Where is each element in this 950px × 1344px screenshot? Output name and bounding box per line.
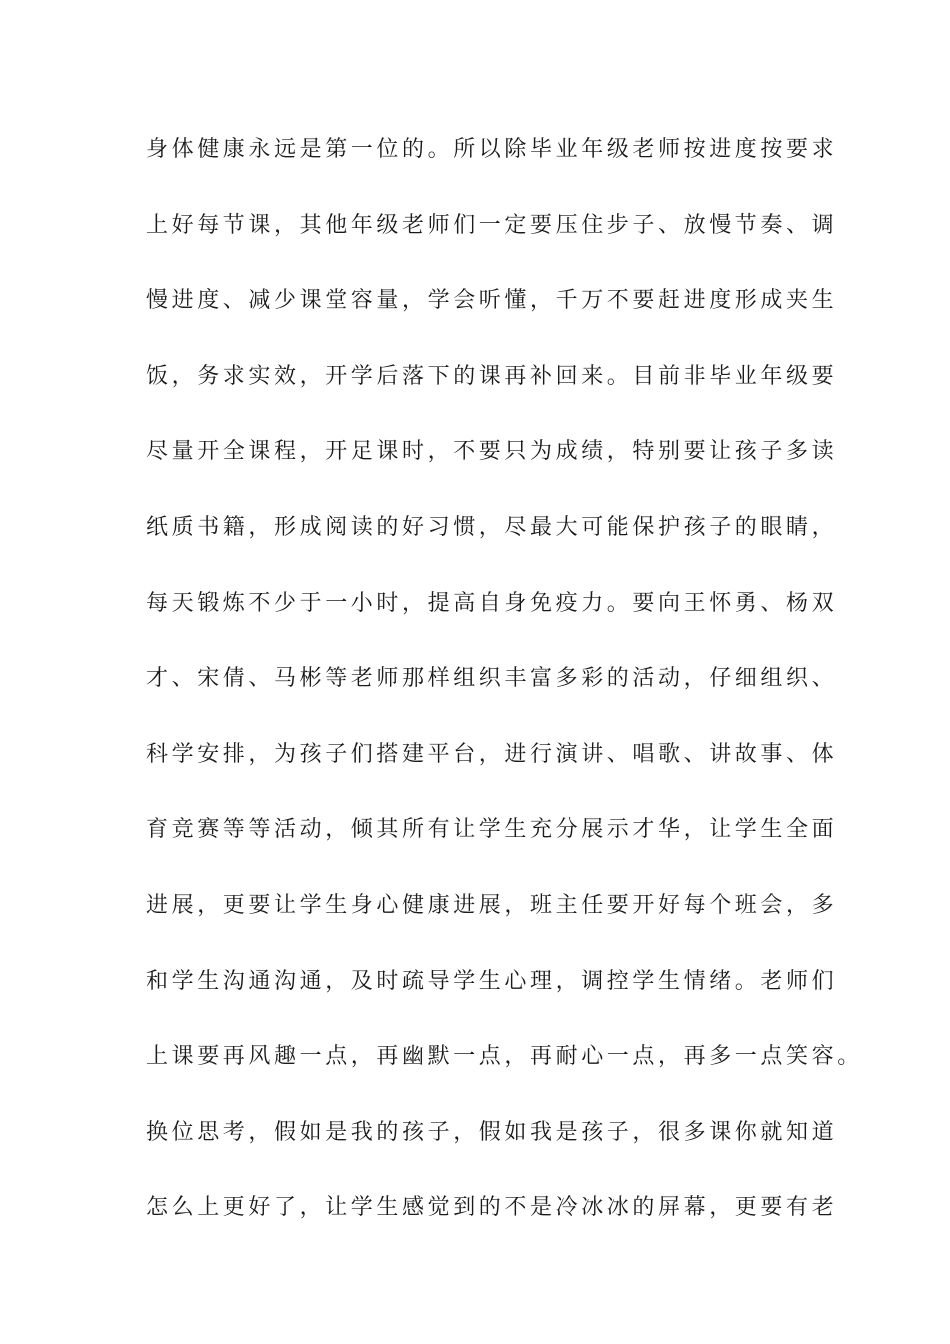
text-line: 上课要再风趣一点，再幽默一点，再耐心一点，再多一点笑容。: [146, 1044, 863, 1070]
text-line: 和学生沟通沟通，及时疏导学生心理，调控学生情绪。老师们: [146, 968, 838, 994]
text-line: 科学安排，为孩子们搭建平台，进行演讲、唱歌、讲故事、体: [146, 741, 838, 767]
text-line: 进展，更要让学生身心健康进展，班主任要开好每个班会，多: [146, 892, 838, 918]
text-line: 慢进度、减少课堂容量，学会听懂，千万不要赶进度形成夹生: [146, 288, 838, 314]
text-line: 每天锻炼不少于一小时，提高自身免疫力。要向王怀勇、杨双: [146, 590, 838, 616]
text-line: 换位思考，假如是我的孩子，假如我是孩子，很多课你就知道: [146, 1119, 838, 1145]
text-line: 身体健康永远是第一位的。所以除毕业年级老师按进度按要求: [146, 137, 838, 162]
text-line: 饭，务求实效，开学后落下的课再补回来。目前非毕业年级要: [146, 363, 838, 389]
body-paragraph: [146, 130, 863, 1264]
text-line: 纸质书籍，形成阅读的好习惯，尽最大可能保护孩子的眼睛，: [146, 514, 838, 540]
text-line: 才、宋倩、马彬等老师那样组织丰富多彩的活动，仔细组织、: [146, 666, 838, 692]
text-line: 育竞赛等等活动，倾其所有让学生充分展示才华，让学生全面: [146, 817, 838, 843]
text-line: 上好每节课，其他年级老师们一定要压住步子、放慢节奏、调: [146, 212, 838, 238]
text-line: 怎么上更好了，让学生感觉到的不是冷冰冰的屏幕，更要有老: [146, 1195, 838, 1221]
text-line: 尽量开全课程，开足课时，不要只为成绩，特别要让孩子多读: [146, 439, 838, 465]
